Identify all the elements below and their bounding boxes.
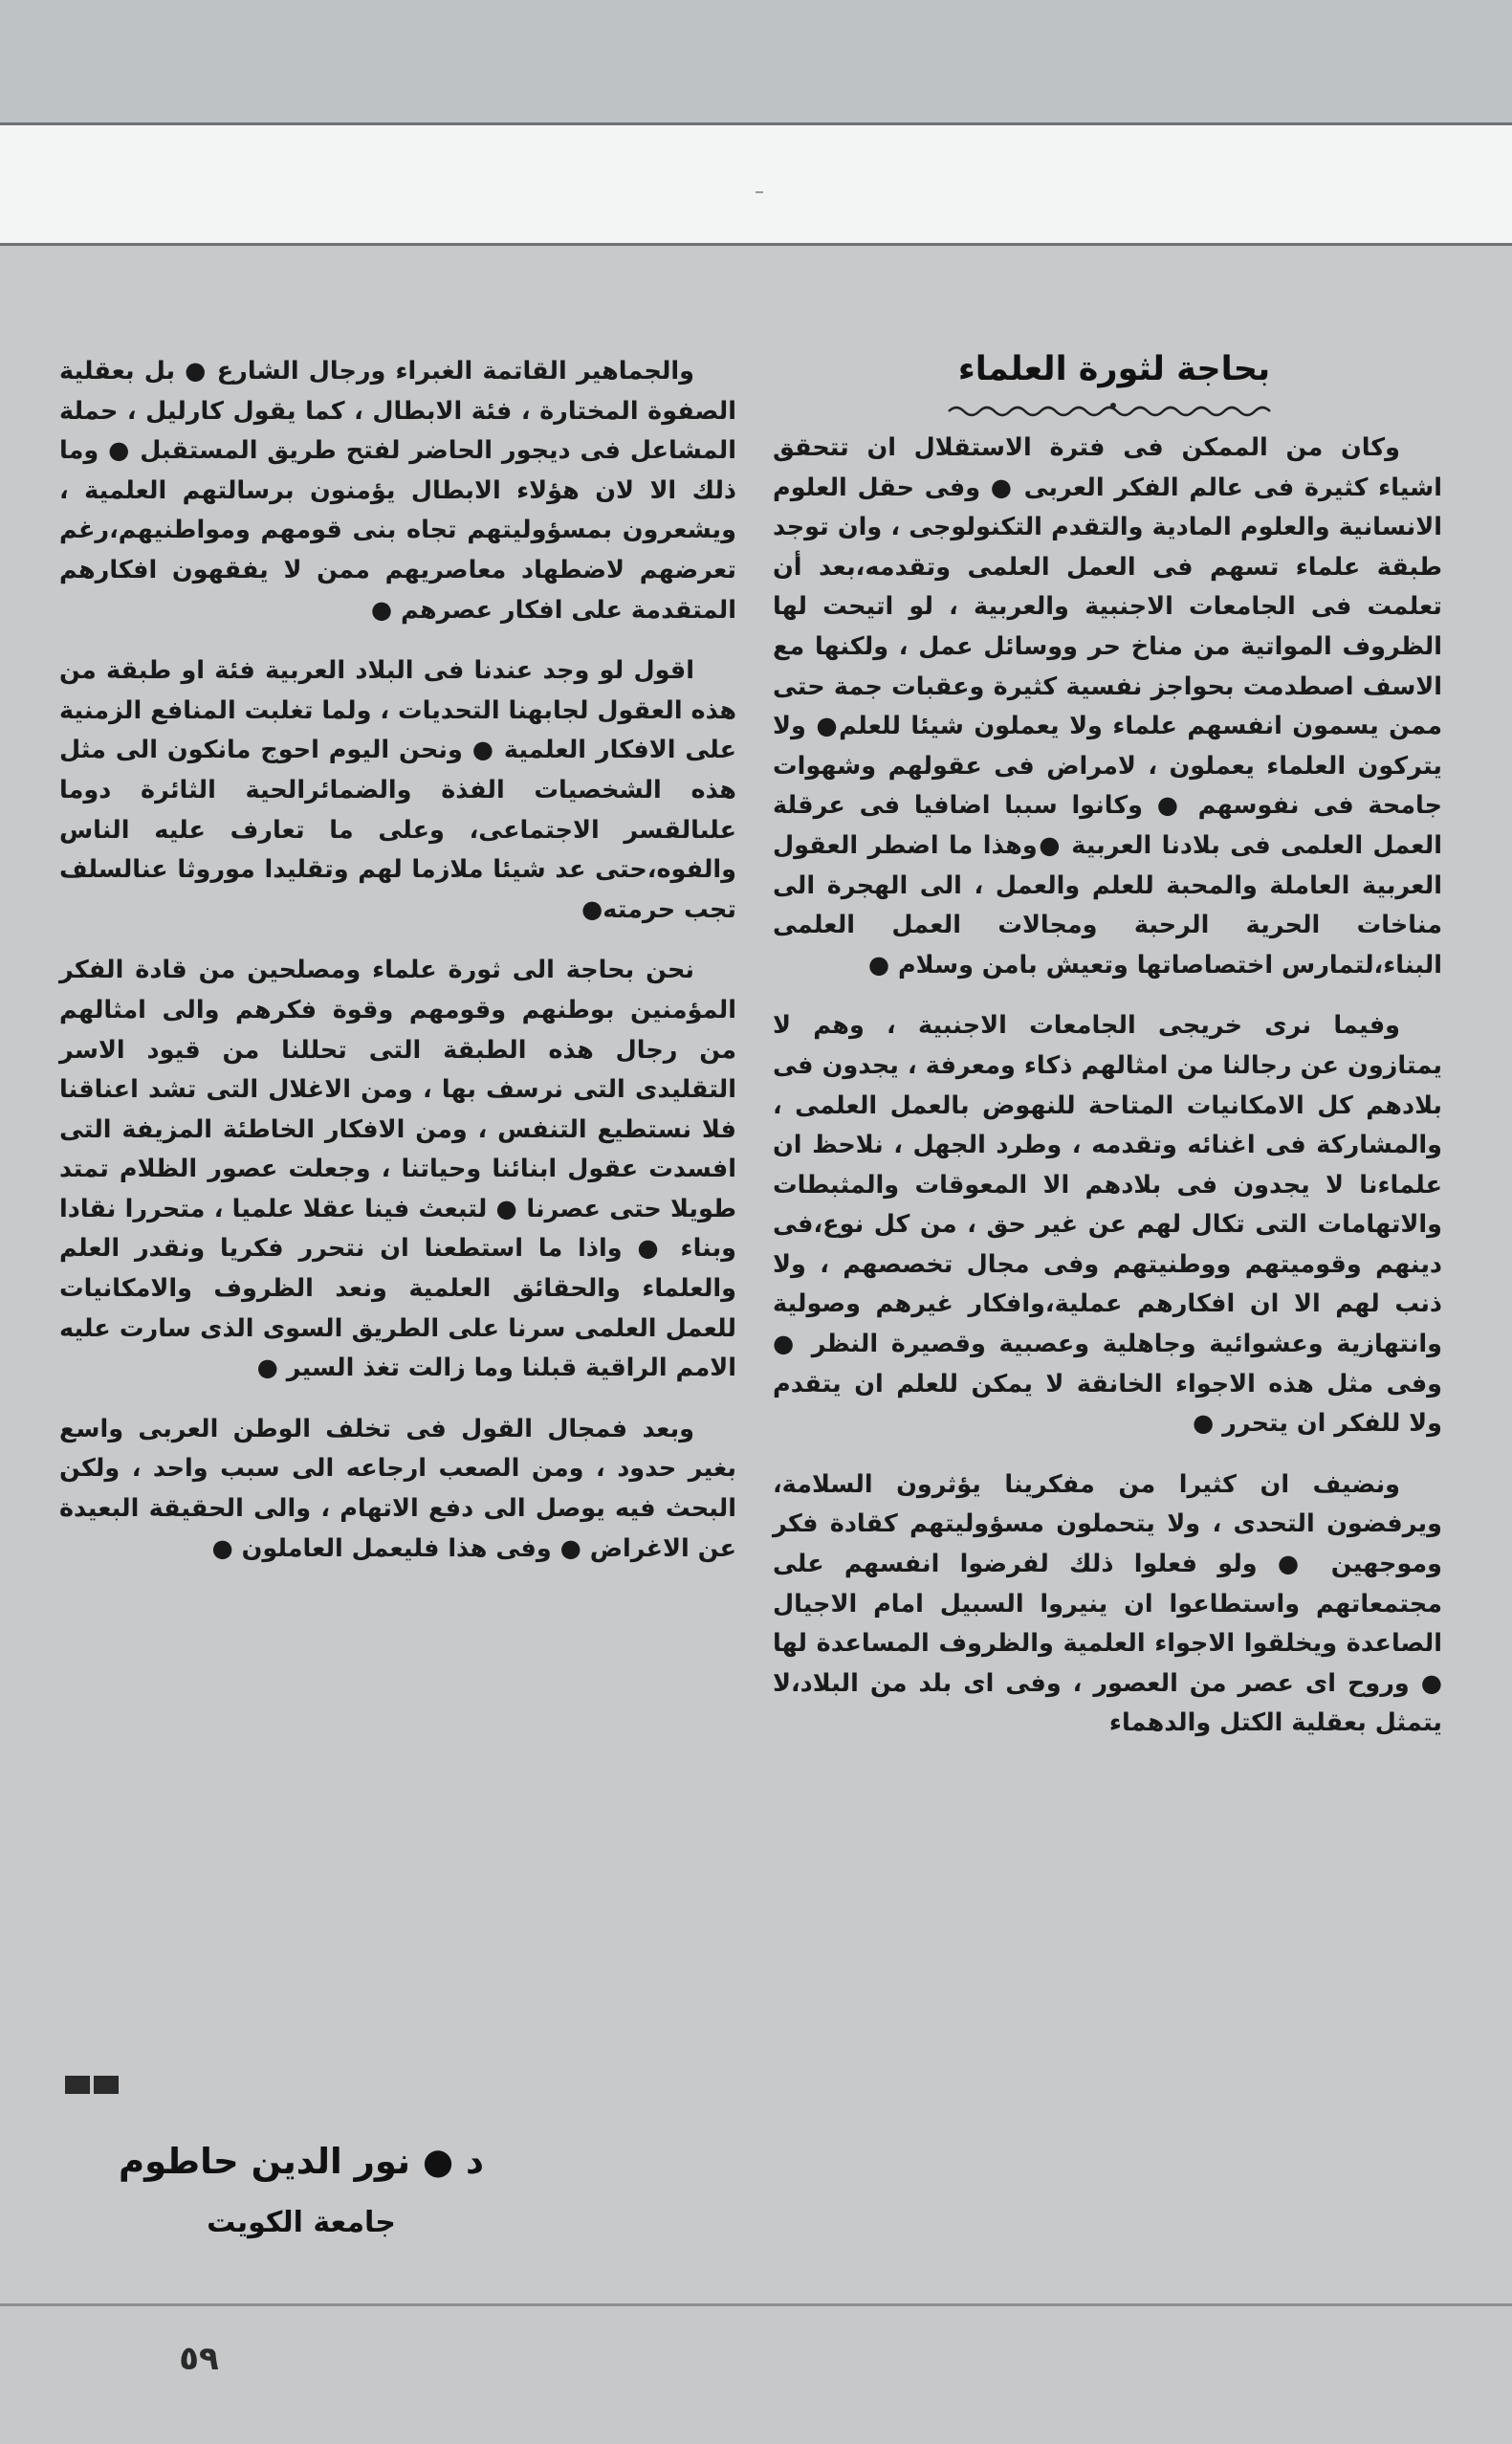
article-title: بحاجة لثورة العلماء: [957, 350, 1271, 388]
paragraph: وفيما نرى خريجى الجامعات الاجنبية ، وهم لا يمتازون عن رجالنا من امثالهم ذكاء ومعرفة ، يجدون فى بلادهم كل الامكانيات المتاحة للنهوض بالعمل العلمى ، والمشاركة فى اغنائه وتقدمه ، وطرد الجهل ، نلاحظ ان علماءنا لا يجدون فى بلادهم الا المعوقات والمثبطات والاتهامات التى تكال لهم عن غير حق ، من كل نوع،فى دينهم وقوميتهم ووطنيتهم وفى مجال تخصصهم ، ولا ذنب لهم الا ان افكارهم عملية،وافكار غيرهم وصولية وانتهازية وعشوائية وجاهلية وعصبية وقصيرة النظر ● وفى مثل هذه الاجواء الخانقة لا يمكن للعلم ان يتقدم ولا للفكر ان يتحرر ●: [773, 1011, 1442, 1439]
band-tick-mark: [756, 191, 763, 193]
article-column-left: [59, 352, 736, 2103]
author-affiliation: جامعة الكويت: [207, 2206, 396, 2239]
paragraph: اقول لو وجد عندنا فى البلاد العربية فئة او طبقة من هذه العقول لجابهنا التحديات ، ولما تغلبت المنافع الزمنية على الافكار العلمية ● ونحن اليوم احوج مانكون الى مثل هذه الشخصيات الفذة والضمائرالحية الثائرة دوما علىالقسر الاجتماعى، وعلى ما تعارف عليه الناس والفوه،حتى عد شيئا ملازما لهم وتقليدا موروثا عنالسلف تجب حرمته●: [59, 656, 736, 924]
end-of-article-mark: [65, 2076, 124, 2097]
article-column-right: [773, 429, 1442, 2265]
blank-header-band: [0, 125, 1512, 246]
paragraph: وبعد فمجال القول فى تخلف الوطن العربى واسع بغير حدود ، ومن الصعب ارجاعه الى سبب واحد ، ولكن البحث فيه يوصل الى دفع الاتهام ، والى الحقيقة البعيدة عن الاغراض ● وفى هذا فليعمل العاملون ●: [59, 1414, 736, 1563]
top-margin-strip: [0, 0, 1512, 125]
paragraph: والجماهير القاتمة الغبراء ورجال الشارع ● بل بعقلية الصفوة المختارة ، فئة الابطال ، كما يقول كارليل ، حملة المشاعل فى ديجور الحاضر لفتح طريق المستقبل ● وما ذلك الا لان هؤلاء الابطال يؤمنون برسالتهم العلمية ، ويشعرون بمسؤوليتهم تجاه بنى قومهم ومواطنيهم،رغم تعرضهم لاضطهاد معاصريهم ممن لا يفقهون افكارهم المتقدمة على افكار عصرهم ●: [59, 357, 736, 625]
author-name: د ● نور الدين حاطوم: [118, 2141, 485, 2182]
paragraph: وكان من الممكن فى فترة الاستقلال ان تتحقق اشياء كثيرة فى عالم الفكر العربى ● وفى حقل العلوم الانسانية والعلوم المادية والتقدم التكنولوجى ، وان توجد طبقة علماء تسهم فى العمل العلمى وتقدمه،بعد أن تعلمت فى الجامعات الاجنبية والعربية ، لو اتيحت لها الظروف المواتية من مناخ حر ووسائل عمل ، ولكنها مع الاسف اصطدمت بحواجز نفسية كثيرة وعقبات جمة حتى ممن يسمون انفسهم علماء ولا يعملون شيئا للعلم● ولا يتركون العلماء يعملون ، لامراض فى عقولهم وشهوات جامحة فى نفوسهم ● وكانوا سببا اضافيا فى عرقلة العمل العلمى فى بلادنا العربية ●وهذا ما اضطر العقول العربية العاملة والمحبة للعلم والعمل ، الى الهجرة الى مناخات الحرية الرحبة ومجالات العمل العلمى البناء،لتمارس اختصاصاتها وتعيش بامن وسلام ●: [773, 433, 1442, 980]
paragraph: نحن بحاجة الى ثورة علماء ومصلحين من قادة الفكر المؤمنين بوطنهم وقومهم وقوة فكرهم والى امثالهم من رجال هذه الطبقة التى تحللنا من قيود الاسر التقليدى التى نرسف بها ، ومن الاغلال التى تشد اعناقنا فلا نستطيع التنفس ، ومن الافكار الخاطئة المزيفة التى افسدت عقول ابنائنا وحياتنا ، وجعلت عصور الظلام تمتد طويلا حتى عصرنا ● لتبعث فينا عقلا علميا ، متحررا نقادا وبناء ● واذا ما استطعنا ان نتحرر فكريا ونقدر العلم والعلماء والحقائق العلمية ونعد الظروف والامكانيات للعمل العلمى سرنا على الطريق السوى الذى سارت عليه الامم الراقية قبلنا وما زالت تغذ السير ●: [59, 956, 736, 1383]
title-wavy-underline: [947, 400, 1282, 419]
page-number: ٥٩: [179, 2340, 219, 2378]
paragraph: ونضيف ان كثيرا من مفكرينا يؤثرون السلامة، ويرفضون التحدى ، ولا يتحملون مسؤوليتهم كقادة فكر وموجهين ● ولو فعلوا ذلك لفرضوا انفسهم على مجتمعاتهم واستطاعوا ان ينيروا السبيل امام الاجيال الصاعدة ويخلقوا الاجواء العلمية والظروف المساعدة لها ● وروح اى عصر من العصور ، وفى اى بلد من البلاد،لا يتمثل بعقلية الكتل والدهماء: [773, 1469, 1442, 1738]
